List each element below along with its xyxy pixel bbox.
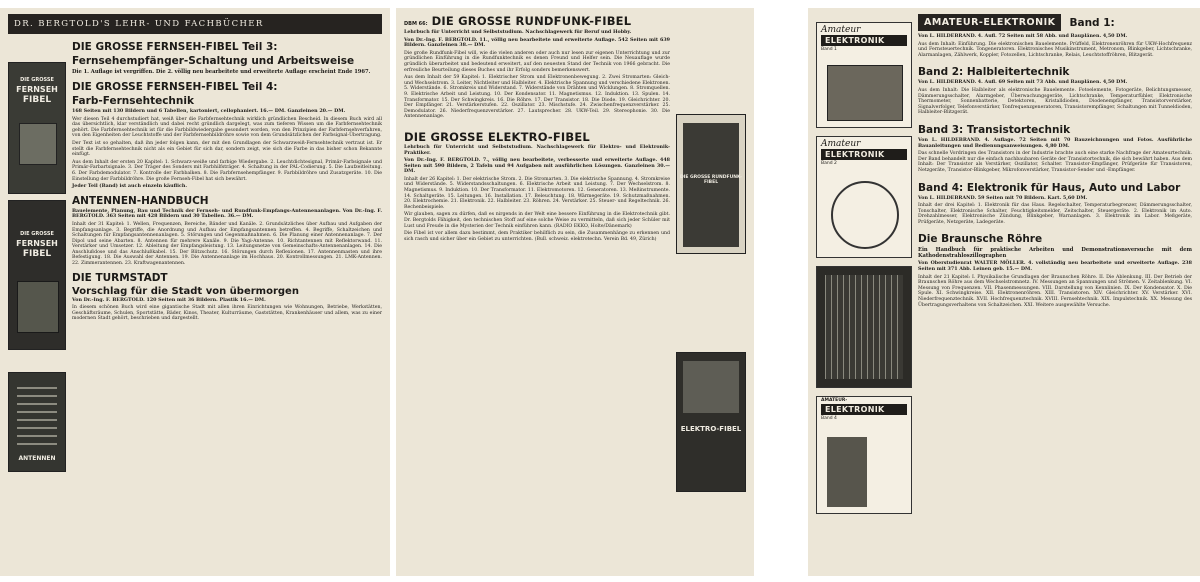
cover-text: ELEKTRONIK: [821, 149, 907, 160]
cover-text: FIBEL: [22, 95, 52, 105]
cover-graphic: [825, 275, 903, 379]
body-text: Aus dem Inhalt: Die Halbleiter als elektronische Bauelemente. Fotoelemente, Fotogeräte, Belichtungsmesser, Dämmerungsschalter, Alarmgeber, Überwachungsgeräte, Lichtschranke, Temperaturfühler, Elektronische Thermometer, Sonnenbatterie, Detektoren, Kristalldioden, Diodenempfänger, Transistorverstärker, Signalverfolger, Telefonverstärker, Tonfrequenzgeneratoren, Transistorempfänger, Schaltungen mit Tunneldioden, Halbleiter-Blitzgerät.: [918, 87, 1192, 116]
cover-text: AMATEUR-: [821, 398, 848, 403]
section-title: DIE TURMSTADT: [72, 271, 168, 284]
body-text: Inhalt der 31 Kapitel: 1. Wellen, Frequenzen, Bereiche, Bänder und Kanäle. 2. Grundsätzliches über Aufbau und Aufgaben der Empfangsanlage. 3. Begriffe, die Anordnung und Aufbau der Empfangsantennen betreffen. 4. Begriffe, Schaltzeichen und Schaltungen für Empfangsantennenanlagen. 5. Störungen und Gegenmaßnahmen. 6. Die Planung einer Antennenanlage. 7. Der Dipol und seine Abarten. 8. Antennen für mehrere Kanäle. 9. Die Yagi-Antenne. 10. Richtantennen mit Reflektorwand. 11. Verstärker und Umsetzer. 12. Ableitung der Empfangsleistung. 13. Leitungsnetze von Gemeinschafts-Antennenanlagen. 14. Die Anschlußdose und das Anschlußkabel. 15. Der Blitzschutz. 16. Störungen durch Reflexionen. 17. Antennenmasten und ihre Befestigung. 18. Die Auswahl der Antennen. 19. Die Antennenanlage im Hochhaus. 20. Kontrollmessungen. 21. LMK-Antennen. 22. Zimmerantennen. 23. Kraftwagenantennen.: [72, 221, 382, 267]
book-price: Von Dr.-Ing. F. BERGTOLD. 11., völlig neu bearbeitete und erweiterte Auflage. 542 Seiten mit 639 Bildern. Ganzleinen 38.— DM.: [404, 36, 670, 49]
section-title: Band 4: Elektronik für Haus, Auto und Labor: [918, 181, 1181, 194]
section-title: Die Braunsche Röhre: [918, 233, 1043, 246]
book-price: Von L. HILDEBRAND. 4. Auflage. 72 Seiten mit 70 Bauzeichnungen und Fotos. Ausführliche Bauanleitungen und Bedienungsanweisungen. 4,80 DM.: [918, 136, 1192, 149]
cover-fernseh-fibel-3: [8, 62, 66, 194]
body-text: Inhalt der 26 Kapitel: 1. Der elektrische Strom. 2. Die Stromarten. 3. Die elektrische Spannung. 4. Stromkreise und Widerstände. 5. Widerstandsschaltungen. 6. Elektrische Arbeit und Leistung. 7. Der Wechselstrom. 8. Magnetismus. 9. Induktion. 10. Der Transformator. 11. Elektromotoren. 12. Generatoren. 13. Meßinstrumente. 14. Schaltgeräte. 15. Leitungen. 16. Installation. 17. Beleuchtung. 18. Wärmegeräte. 19. Schutzmaßnahmen. 20. Elektrochemie. 21. Elektronik. 22. Halbleiter. 23. Röhren. 24. Verstärker. 25. Steuer- und Regeltechnik. 26. Rechenbeispiele.: [404, 176, 670, 210]
cover-graphic: [831, 181, 899, 249]
cover-graphic: [827, 65, 903, 121]
cover-text: Amateur: [821, 25, 861, 35]
section-subtitle: Lehrbuch für Unterricht und Selbststudium. Nachschlagewerk für Beruf und Hobby.: [404, 29, 632, 35]
body-text: Inhalt der 21 Kapitel: I. Physikalische Grundlagen der Braunschen Röhre. II. Die Ablenkung. III. Der Betrieb der Braunschen Röhre aus dem Wechselstromnetz. IV. Messungen an Spannungen und Strömen. V. Zeitablenkung. VI. Messung von Frequenzen. VII. Phasenmessungen. VIII. Darstellung von Kennlinien. IX. Der Kondensator. X. Die Spule. XI. Schwingkreise. XII. Elektronenröhren. XIII. Transistoren. XIV. Gleichrichter. XV. Verstärker. XVI. Niederfrequenztechnik. XVII. Hochfrequenztechnik. XVIII. Fernsehtechnik. XIX. Impulstechnik. XX. Messung des Übertragungsverhaltens von Schaltzeichen. XXI. Weitere ausgewählte Versuche.: [918, 274, 1192, 308]
cover-amateur-elektronik-4: [816, 396, 912, 514]
book-price: Von Dr.-Ing. F. BERGTOLD. 120 Seiten mit 36 Bildern. Plastik 16.— DM.: [72, 296, 266, 303]
book-price: Von L. HILDEBRAND. 59 Seiten mit 70 Bildern. Kart. 5,60 DM.: [918, 194, 1088, 201]
section-title: Band 2: Halbleitertechnik: [918, 66, 1070, 79]
cover-panel: [683, 123, 739, 247]
body-text: Wer diesen Teil 4 durchstudiert hat, weiß über die Farbfernsehtechnik wirklich gründlichen Bescheid. In diesem Buch wird all das übersichtlich, klar verständlich und dabei recht gründlich dargelegt, was zum tieferen Wissen um die Farbfernsehtechnik gehört. Die Farbfernsehtechnik ist für die Farbbildwiedergabe gesondert worden, von den Prinzipien der Farbfernsehverfahren, von den Eigenheiten der Leuchtstoffe und der Farbfernsehbildröhre sowie von dem Grundsätzlichen der Farbsignal-Übertragung.: [72, 116, 382, 139]
book-price: 168 Seiten mit 130 Bildern und 6 Tabellen, kartoniert, cellophaniert. 16.— DM. Ganzleinen 20.— DM.: [72, 108, 346, 114]
cover-text: ANTENNEN: [18, 455, 56, 462]
book-price: Von Dr.-Ing. F. BERGTOLD. 7., völlig neu bearbeitete, verbesserte und erweiterte Auflage. 448 Seiten mit 590 Bildern, 2 Tafeln und 94 Aufgaben mit ausführlichen Lösungen. Ganzleinen 30.— DM.: [404, 157, 670, 175]
cover-tv-graphic: [19, 123, 57, 165]
cover-amateur-elektronik-1: [816, 22, 912, 128]
cover-text: FERNSEH: [16, 85, 58, 94]
cover-text: ELEKTRONIK: [821, 35, 907, 46]
cover-text: Band 1: [821, 47, 837, 52]
cover-graphic: [827, 437, 867, 507]
panel-gap: [754, 0, 808, 582]
body-text: Der Text ist so gehalten, daß ihn jeder folgen kann, der mit den Grundlagen der Schwarzweiß-Fernsehtechnik vertraut ist. Er stellt die Farbfernsehtechnik nicht als ein Gebiet für sich dar, sondern zeigt, wie sich die Farbe in das bisher schon Bekannte einfügt.: [72, 140, 382, 158]
cover-text: Amateur: [821, 139, 861, 149]
section-subtitle: Fernsehempfänger-Schaltung und Arbeitsweise: [72, 55, 355, 67]
cover-graphic: [683, 361, 739, 413]
section-subtitle: Lehrbuch für Unterricht und Selbststudium. Nachschlagewerk für Elektro- und Elektronik-Praktiker.: [404, 143, 670, 156]
cover-elektro-fibel: [676, 352, 746, 492]
series-header: DR. BERGTOLD'S LEHR- UND FACHBÜCHER: [8, 14, 382, 34]
section-subtitle: Farb-Fernsehtechnik: [72, 95, 194, 107]
section-title: DIE GROSSE FERNSEH-FIBEL Teil 4:: [72, 81, 278, 93]
cover-tv-graphic: [17, 281, 59, 333]
cover-text: ELEKTRONIK: [821, 404, 907, 415]
body-text: Aus dem Inhalt: Einführung. Die elektronischen Bauelemente. Prüffeld, Elektronenröhren für UKW-Hochfrequenz und Fernsteuertechnik. Tongeneratoren. Elektronisches Musikinstrument, Metronom, Blinkgeber, Lichtschranke, Alarmanlagen, Zählwerk, Koppler, Fotozellen, Lichtschranke, Relais, Leuchtstoffröhren, Blitzgerät.: [918, 41, 1192, 58]
section-subtitle: Vorschlag für die Stadt von übermorgen: [72, 285, 299, 297]
cover-antenna-graphic: [17, 383, 57, 445]
cover-amateur-elektronik-2: [816, 136, 912, 258]
panel-left: [0, 8, 390, 576]
cover-text: DIE GROSSE: [20, 231, 54, 237]
section-title: DIE GROSSE FERNSEH-FIBEL Teil 3:: [72, 41, 278, 53]
body-text: Aus dem Inhalt der 59 Kapitel: 1. Elektrischer Strom und Elektronenbewegung. 2. Zwei Stromarten: Gleich- und Wechselstrom. 3. Leiter, Nichtleiter und Halbleiter. 4. Elektrische Spannung und verschiedene Elektronen. 5. Widerstände. 6. Stromkreis und Widerstand. 7. Widerstände von Drähten und Wicklungen. 8. Stromquellen. 9. Elektrische Arbeit und Leistung. 10. Der Kondensator. 11. Magnetismus. 12. Induktion. 13. Spulen. 14. Transformator. 15. Der Schwingkreis. 16. Die Röhre. 17. Der Transistor. 18. Die Diode. 19. Gleichrichter. 20. Der Empfänger. 21. Verstärkerstufen. 22. Oszillator. 23. Mischstufe. 24. Zwischenfrequenzverstärker. 25. Demodulator. 26. Niederfrequenzverstärker. 27. Lautsprecher. 28. UKW-Teil. 29. Stereophonie. 30. Die Antennenanlage.: [404, 75, 670, 120]
body-text: Aus dem Inhalt der ersten 20 Kapitel: 1. Schwarz-weiße und farbige Wiedergabe. 2. Leuchtdichtesignal, Primär-Farbsignale und Primär-Farbartsignale. 3. Der Träger des Sonders mit Farbhilfsträger. 4. Schaltung in der PAL-Codierung. 5. Die Laufzeitleitung. 6. Der Farbdemodulator. 7. Kontrolle der Farbbalken. 8. Die Farbfernsehempfänger. 9. Farbbildröhre und Zusatzgeräte. 10. Die Einstellung der Farbbildröhre. Die große Fernseh-Fibel hat sich bewährt.: [72, 159, 382, 182]
band-label: Band 1:: [1069, 16, 1115, 29]
section-title: DIE GROSSE RUNDFUNK-FIBEL: [431, 14, 632, 28]
body-text: In diesem schönen Buch wird eine gigantische Stadt mit allen ihren Einrichtungen wie Wohnungen, Betriebe, Werkstätten, Geschäftsräume, Schulen, Sportstätte, Bäder, Kinos, Theater, Kulturräume, Gaststätten, Krankenhäuser und allem, was zu einer modernen Stadt gehört, beschrieben und dargestellt.: [72, 305, 382, 322]
book-price: Von Oberstudienrat WALTER MÖLLER. 4. vollständig neu bearbeitete und erweiterte Auflage. 238 Seiten mit 371 Abb. Leinen geb. 15.— DM.: [918, 260, 1192, 273]
section-subtitle: Ein Handbuch für praktische Arbeiten und Demonstrationsversuche mit dem Kathodenstrahloszillographen: [918, 247, 1192, 260]
quote-text: Wir glauben, sagen zu dürfen, daß es nirgends in der Welt eine bessere Einführung in die Elektrotechnik gibt. Dr. Bergtolds Fähigkeit, den technischen Stoff auf eine solche Weise zu vermitteln, daß sich jeder Schüler mit Lust und Freude in die Mysterien der Technik einführen kann. (RADIO EKKO, Holte/Dänemark): [404, 212, 670, 229]
book-price: Von L. HILDEBRAND. 4. Aufl. 72 Seiten mit 58 Abb. und Bauplänen. 4,50 DM.: [918, 33, 1128, 39]
panel-right: [808, 8, 1200, 576]
section-title: DIE GROSSE ELEKTRO-FIBEL: [404, 129, 590, 144]
cover-text: Band 2: [821, 161, 837, 166]
cover-text: FIBEL: [22, 249, 52, 259]
cover-text: DIE GROSSE RUNDFUNK-FIBEL: [679, 175, 743, 185]
book-price: Bauelemente, Planung, Bau und Technik der Fernseh- und Rundfunk-Empfangs-Antennenanlagen. Von Dr.-Ing. F. BERGTOLD. 363 Seiten mit 428 Bildern und 30 Tabellen. 36.— DM.: [72, 207, 382, 220]
cover-text: DIE GROSSE: [20, 77, 54, 83]
series-label: AMATEUR-ELEKTRONIK: [918, 14, 1061, 31]
body-text: Die große Rundfunk-Fibel will, wie die vielen anderen oder auch nur lesen zur eigenen Unterrichtung und zur gründlichen Einführung in die Rundfunktechnik es denen Freund und Helfer sein. Die Neuauflage wurde gründlich überarbeitet und bedeutend erweitert, auf den neuesten Stand der Technik von 1966 gebracht. Die erfreuliche Beurteilung dieses Buches und ihr Erfolg sonders bemerkenswert.: [404, 50, 670, 73]
cover-braunsche-roehre: [816, 266, 912, 388]
section-note: Die 1. Auflage ist vergriffen. Die 2. völlig neu bearbeitete und erweiterte Auflage erscheint Ende 1967.: [72, 69, 371, 75]
body-text: Inhalt der drei Kapitel: 1. Elektronik für das Haus. Regelschalter, Temperaturbegrenzer, Dämmerungsschalter, Tonschalter, Elektronische Schalter, Feuchtigkeitsmelder, Zeitschalter, Steuergeräte. 2. Elektronik im Auto. Drehzahlmesser, Elektronische Zündung, Blinkgeber, Warnanlagen. 3. Elektronik im Labor. Meßgeräte, Prüfgeräte, Netzgeräte, Ladegeräte.: [918, 203, 1192, 225]
catalog-number: DBM 66:: [404, 21, 428, 27]
cover-text: FERNSEH: [16, 239, 58, 248]
section-title: Band 3: Transistortechnik: [918, 123, 1071, 136]
panel-middle: [396, 8, 754, 576]
cover-fernseh-fibel-4: [8, 200, 66, 350]
cover-text: ELEKTRO-FIBEL: [680, 425, 742, 433]
cover-antennen-handbuch: [8, 372, 66, 472]
cover-rundfunk-fibel: [676, 114, 746, 254]
quote-text: Die Fibel ist vor allem dazu bestimmt, dem Praktiker behilflich zu sein, die Zusammenhänge zu erkennen und sich rasch und sicher über ein Gebiet zu unterrichten. (Bull. schweiz. elektrotechn. Verein Bd. 49, Zürich): [404, 231, 670, 242]
body-text: Jeder Teil (Band) ist auch einzeln käuflich.: [72, 183, 188, 190]
body-text: Das schnelle Vordringen des Transistors in der Industrie brachte auch eine starke Nachfrage der Amateurtechnik. Der Band behandelt nur die einfach nachbaubaren Geräte der Transistortechnik, die sich bewährt haben. Aus dem Inhalt: Der Transistor als Verstärker, Oszillator, Schalter. Transistor-Empfänger, Prüfgeräte für Transistoren, Netzgeräte, Transistor-Blinkgeber, Mikrofonverstärker, Transistor-Sender und -Empfänger.: [918, 151, 1192, 173]
cover-text: Band 4: [821, 416, 837, 421]
book-price: Von L. HILDEBRAND. 4. Aufl. 69 Seiten mit 73 Abb. und Bauplänen. 4,50 DM.: [918, 79, 1128, 86]
section-title: ANTENNEN-HANDBUCH: [72, 194, 209, 207]
